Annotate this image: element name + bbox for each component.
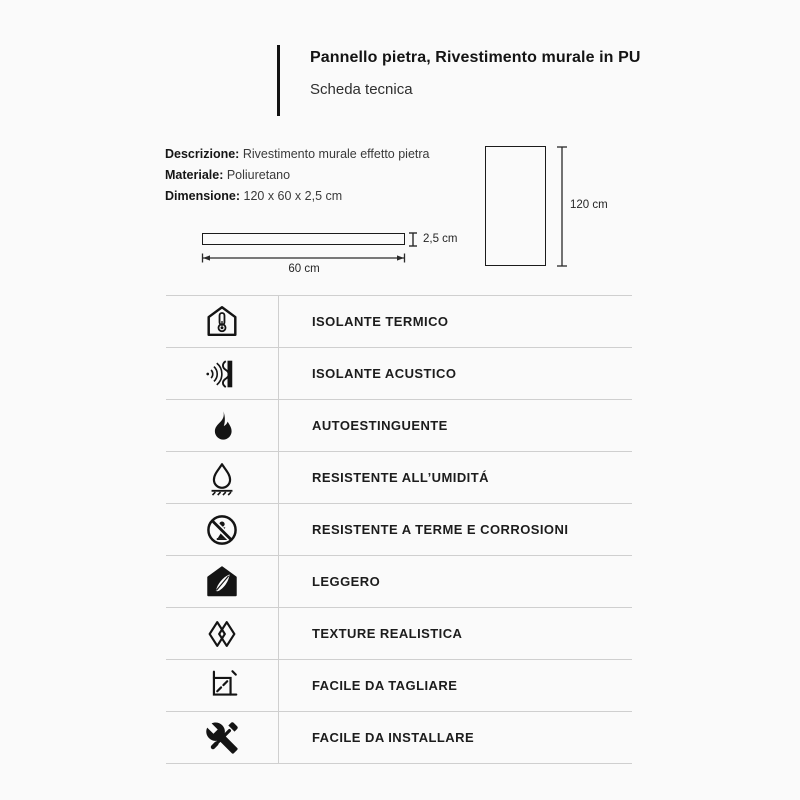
spec-dimension-value: 120 x 60 x 2,5 cm: [240, 189, 343, 203]
spec-dimension: [165, 186, 429, 207]
spec-dimension-label: Dimensione:: [165, 189, 241, 203]
feature-row: [166, 452, 632, 504]
flame-icon: [203, 407, 241, 445]
page-title: Pannello pietra, Rivestimento murale in PU: [310, 49, 641, 66]
diamond-texture-icon: [203, 615, 241, 653]
feature-label: TEXTURE REALISTICA: [312, 626, 463, 641]
width-label: 60 cm: [288, 263, 320, 275]
feature-row: [166, 712, 632, 764]
no-termites-icon: [203, 511, 241, 549]
panel-front-view-rect: [485, 146, 546, 266]
feature-row: [166, 296, 632, 348]
acoustic-insulation-icon: [203, 355, 241, 393]
height-measure-line: [556, 146, 568, 272]
crop-cut-icon: [203, 667, 241, 705]
panel-side-view-rect: [202, 233, 405, 245]
feature-label: RESISTENTE A TERME E CORROSIONI: [312, 522, 569, 537]
water-drop-icon: [203, 459, 241, 497]
feature-row: [166, 556, 632, 608]
spec-material-value: Poliuretano: [223, 168, 291, 182]
feature-row: [166, 348, 632, 400]
header-accent-bar: [277, 45, 280, 116]
feature-label: ISOLANTE ACUSTICO: [312, 366, 457, 381]
height-label: 120 cm: [570, 199, 608, 211]
spec-description-label: Descrizione:: [165, 147, 240, 161]
feature-row: [166, 400, 632, 452]
feature-label: AUTOESTINGUENTE: [312, 418, 448, 433]
page-subtitle: Scheda tecnica: [310, 81, 413, 98]
tools-icon: [203, 719, 241, 757]
feature-row: [166, 608, 632, 660]
feature-label: FACILE DA TAGLIARE: [312, 678, 458, 693]
feature-label: RESISTENTE ALL’UMIDITÁ: [312, 470, 489, 485]
feature-label: LEGGERO: [312, 574, 381, 589]
thickness-measure-mark: [408, 231, 418, 253]
specs-block: [165, 144, 429, 207]
feature-label: FACILE DA INSTALLARE: [312, 730, 475, 745]
feature-label: ISOLANTE TERMICO: [312, 314, 449, 329]
feature-row: [166, 504, 632, 556]
feather-house-icon: [203, 563, 241, 601]
spec-description: [165, 144, 429, 165]
spec-material: [165, 165, 429, 186]
spec-material-label: Materiale:: [165, 168, 224, 182]
thickness-label: 2,5 cm: [423, 233, 458, 245]
feature-row: [166, 660, 632, 712]
thermal-insulation-icon: [203, 303, 241, 341]
features-table: [166, 295, 632, 764]
spec-description-value: Rivestimento murale effetto pietra: [239, 147, 430, 161]
